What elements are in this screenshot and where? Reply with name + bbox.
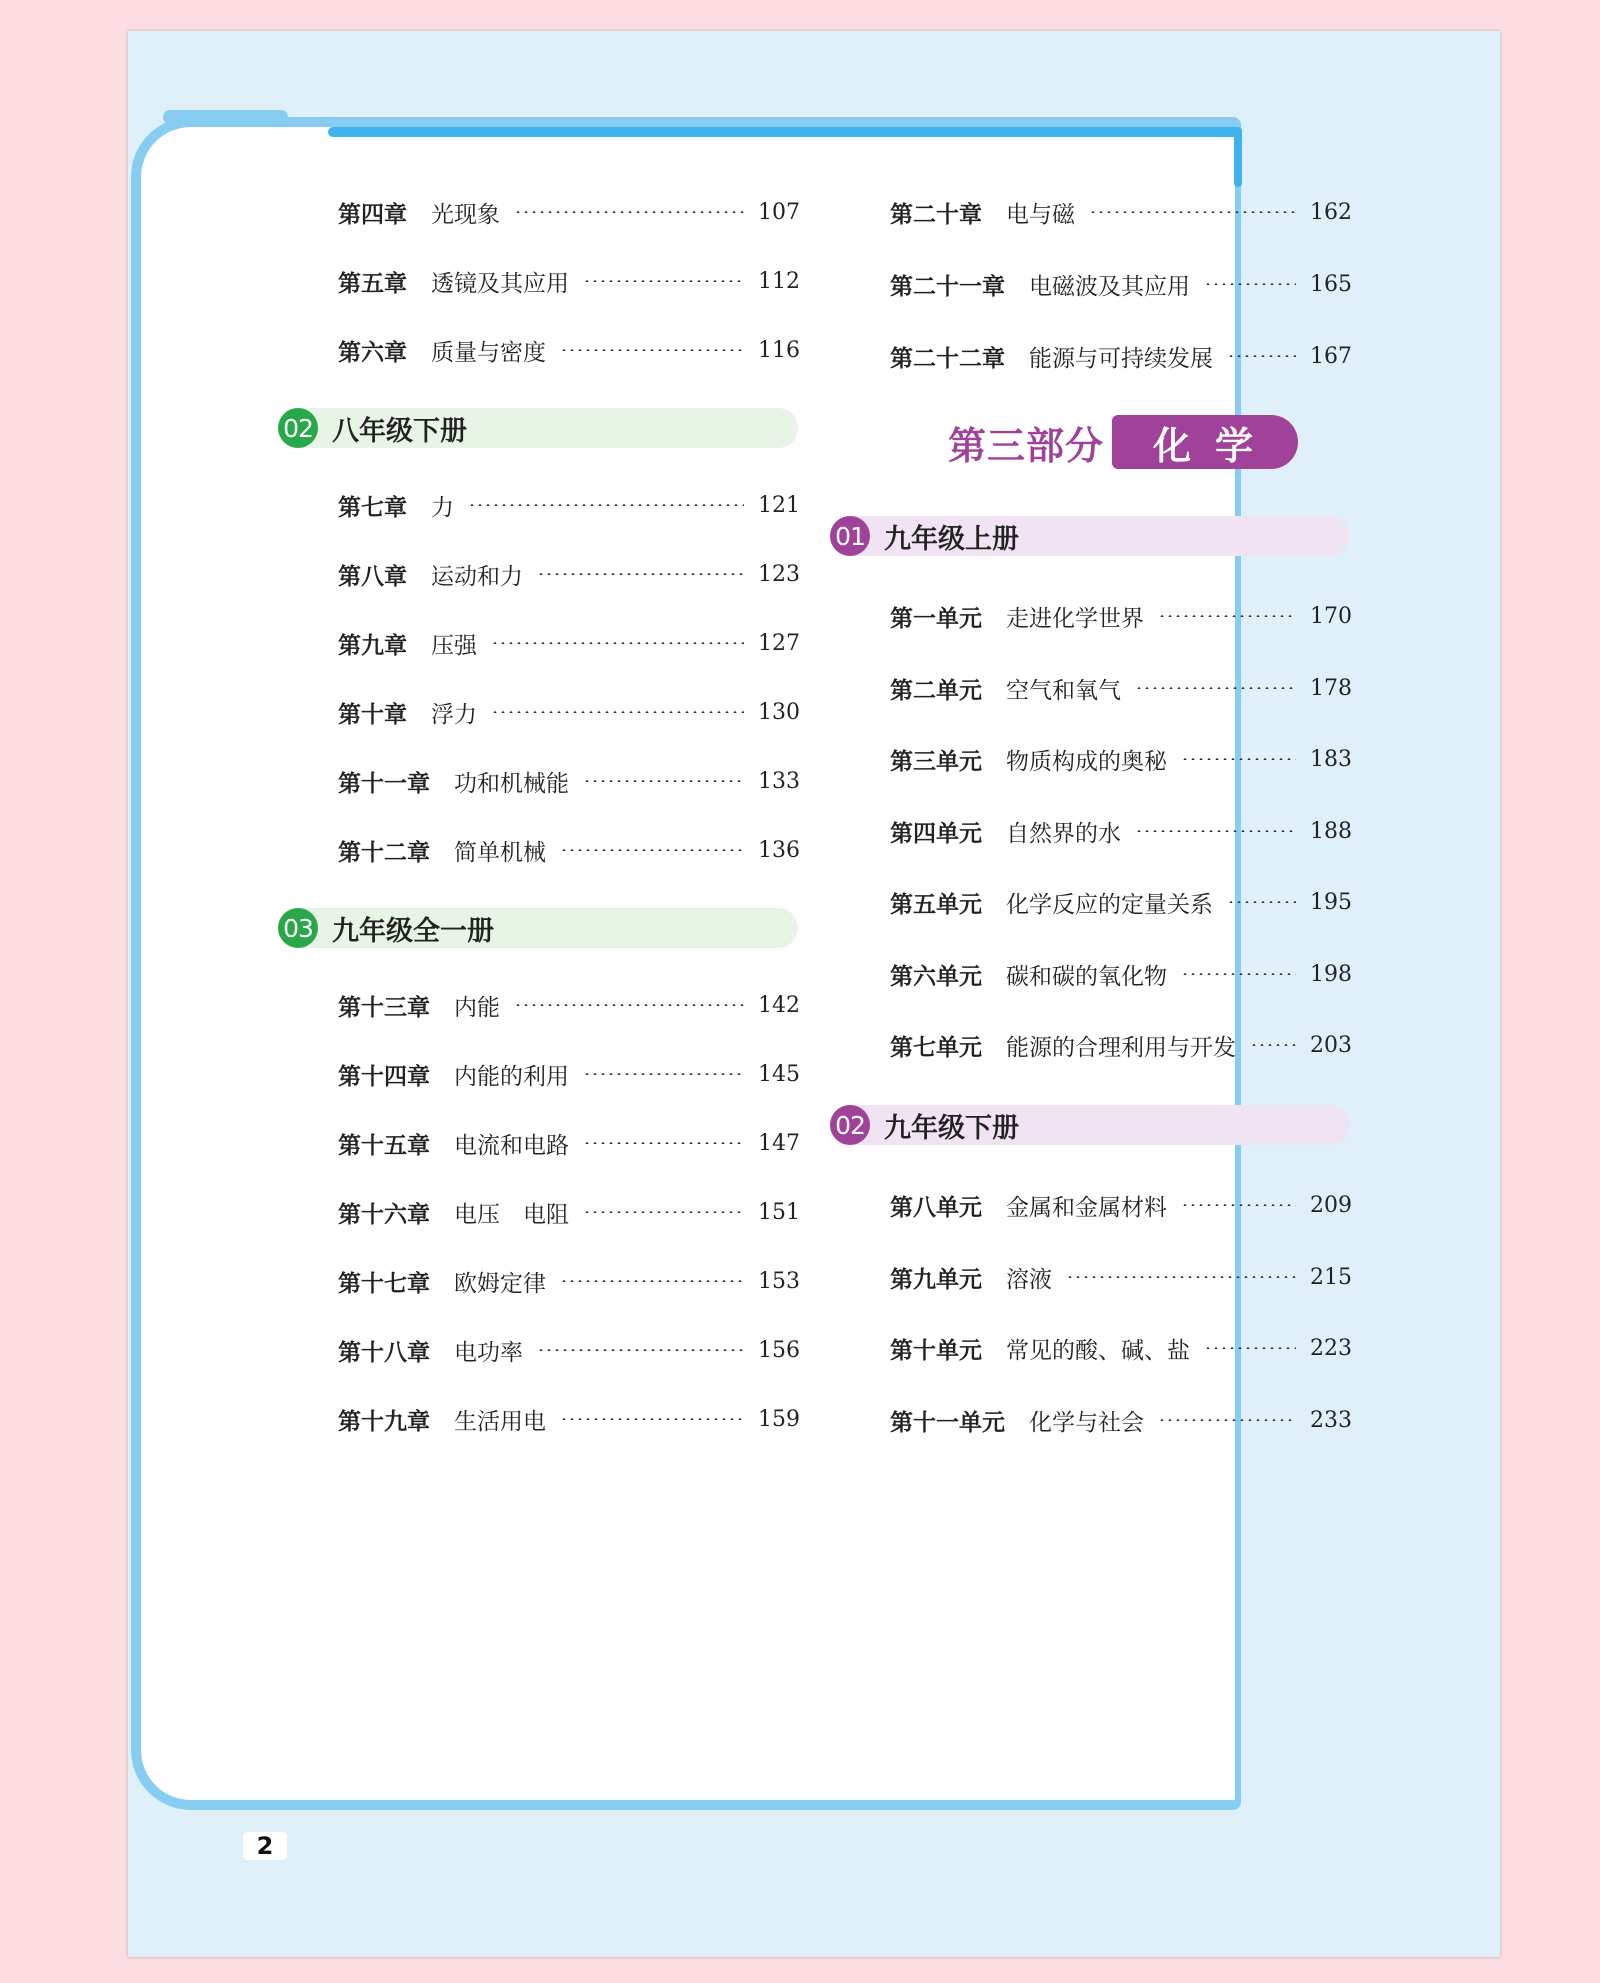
leader-dots	[1204, 283, 1296, 285]
toc-entry[interactable]	[890, 1187, 1352, 1223]
toc-entry[interactable]	[338, 1332, 800, 1368]
page-number: 215	[1310, 1264, 1352, 1290]
chapter-number: 第十六章	[338, 1201, 430, 1228]
frame-top-bar-decoration	[328, 127, 1240, 137]
leader-dots	[583, 280, 744, 282]
unit-number: 第二单元	[890, 677, 982, 704]
leader-dots	[1181, 1204, 1296, 1206]
unit-title: 碳和碳的氧化物	[1006, 963, 1167, 990]
toc-entry[interactable]	[338, 332, 800, 368]
toc-entry[interactable]	[338, 194, 800, 230]
page-number: 153	[758, 1268, 800, 1294]
leader-dots	[583, 1142, 744, 1144]
chapter-number: 第二十章	[890, 201, 982, 228]
unit-number: 第五单元	[890, 891, 982, 918]
page-number: 162	[1310, 199, 1352, 225]
page-number: 183	[1310, 746, 1352, 772]
leader-dots	[491, 711, 744, 713]
section-header-grade9-full[interactable]	[278, 908, 798, 948]
chapter-number: 第二十一章	[890, 273, 1005, 300]
toc-entry[interactable]	[890, 884, 1352, 920]
chapter-title: 质量与密度	[431, 339, 546, 366]
page-number: 167	[1310, 343, 1352, 369]
frame-corner-decoration	[1234, 127, 1242, 187]
page-number: 151	[758, 1199, 800, 1225]
chapter-title: 力	[431, 494, 454, 521]
chapter-number: 第五章	[338, 270, 407, 297]
section-title: 九年级全一册	[332, 915, 494, 947]
leader-dots	[1158, 615, 1296, 617]
unit-number: 第十一单元	[890, 1409, 1005, 1436]
leader-dots	[560, 849, 744, 851]
page-number: 188	[1310, 818, 1352, 844]
section-title: 九年级下册	[884, 1112, 1019, 1144]
toc-entry[interactable]	[890, 741, 1352, 777]
toc-entry[interactable]	[338, 832, 800, 868]
section-number-badge: 01	[830, 516, 870, 556]
leader-dots	[491, 642, 744, 644]
chapter-number: 第二十二章	[890, 345, 1005, 372]
toc-entry[interactable]	[338, 987, 800, 1023]
unit-number: 第六单元	[890, 963, 982, 990]
toc-entry[interactable]	[890, 1027, 1352, 1063]
chapter-title: 压强	[431, 632, 477, 659]
toc-entry[interactable]	[338, 1056, 800, 1092]
chapter-number: 第九章	[338, 632, 407, 659]
chapter-title: 电与磁	[1006, 201, 1075, 228]
toc-entry[interactable]	[338, 694, 800, 730]
page-number: 195	[1310, 889, 1352, 915]
toc-entry[interactable]	[338, 556, 800, 592]
unit-title: 化学反应的定量关系	[1006, 891, 1213, 918]
chapter-title: 能源与可持续发展	[1029, 345, 1213, 372]
leader-dots	[1181, 758, 1296, 760]
page-number: 116	[758, 337, 800, 363]
page-number: 130	[758, 699, 800, 725]
page-number: 198	[1310, 961, 1352, 987]
leader-dots	[1204, 1347, 1296, 1349]
chapter-number: 第十七章	[338, 1270, 430, 1297]
section-number-badge: 02	[278, 408, 318, 448]
toc-entry[interactable]	[890, 1259, 1352, 1295]
chapter-title: 电流和电路	[454, 1132, 569, 1159]
page-number: 133	[758, 768, 800, 794]
page-number: 178	[1310, 675, 1352, 701]
chapter-number: 第十一章	[338, 770, 430, 797]
page-number: 112	[758, 268, 800, 294]
unit-title: 物质构成的奥秘	[1006, 748, 1167, 775]
chapter-number: 第十八章	[338, 1339, 430, 1366]
leader-dots	[537, 1349, 744, 1351]
frame-tab-decoration	[163, 110, 288, 124]
page-number: 170	[1310, 603, 1352, 629]
leader-dots	[583, 780, 744, 782]
unit-number: 第七单元	[890, 1034, 982, 1061]
toc-entry[interactable]	[890, 956, 1352, 992]
page-number: 142	[758, 992, 800, 1018]
page-number: 156	[758, 1337, 800, 1363]
unit-title: 自然界的水	[1006, 820, 1121, 847]
leader-dots	[1135, 687, 1296, 689]
chapter-number: 第十二章	[338, 839, 430, 866]
leader-dots	[537, 573, 744, 575]
chapter-title: 电磁波及其应用	[1029, 273, 1190, 300]
toc-entry[interactable]	[338, 625, 800, 661]
toc-entry[interactable]	[338, 1401, 800, 1437]
page-number: 147	[758, 1130, 800, 1156]
leader-dots	[514, 211, 744, 213]
leader-dots	[468, 504, 744, 506]
leader-dots	[1158, 1419, 1296, 1421]
chapter-title: 光现象	[431, 201, 500, 228]
page-number: 203	[1310, 1032, 1352, 1058]
page-number: 136	[758, 837, 800, 863]
section-number-badge: 02	[830, 1105, 870, 1145]
chapter-title: 生活用电	[454, 1408, 546, 1435]
chapter-number: 第十三章	[338, 994, 430, 1021]
leader-dots	[560, 1280, 744, 1282]
chapter-number: 第八章	[338, 563, 407, 590]
section-title: 八年级下册	[332, 415, 467, 447]
toc-entry[interactable]	[338, 487, 800, 523]
section-header-grade8-vol2[interactable]	[278, 408, 798, 448]
part-heading-chemistry	[948, 414, 1298, 470]
toc-entry[interactable]	[890, 598, 1352, 634]
leader-dots	[560, 349, 744, 351]
toc-entry[interactable]	[338, 263, 800, 299]
unit-number: 第九单元	[890, 1266, 982, 1293]
toc-entry[interactable]	[890, 338, 1352, 374]
page-number: 121	[758, 492, 800, 518]
page-number: 123	[758, 561, 800, 587]
section-header-grade9-vol1[interactable]	[830, 516, 1350, 556]
page-number: 159	[758, 1406, 800, 1432]
leader-dots	[583, 1073, 744, 1075]
toc-entry[interactable]	[338, 1125, 800, 1161]
toc-entry[interactable]	[338, 1194, 800, 1230]
section-title: 九年级上册	[884, 523, 1019, 555]
unit-title: 走进化学世界	[1006, 605, 1144, 632]
unit-number: 第八单元	[890, 1194, 982, 1221]
part-subject-pill: 化学	[1112, 415, 1298, 469]
chapter-title: 透镜及其应用	[431, 270, 569, 297]
toc-entry[interactable]	[890, 194, 1352, 230]
unit-title: 金属和金属材料	[1006, 1194, 1167, 1221]
toc-entry[interactable]	[890, 1330, 1352, 1366]
chapter-number: 第七章	[338, 494, 407, 521]
leader-dots	[560, 1418, 744, 1420]
page-number: 145	[758, 1061, 800, 1087]
chapter-number: 第十章	[338, 701, 407, 728]
page-number: 165	[1310, 271, 1352, 297]
leader-dots	[1066, 1276, 1296, 1278]
leader-dots	[583, 1211, 744, 1213]
toc-entry[interactable]	[890, 670, 1352, 706]
leader-dots	[1089, 211, 1296, 213]
chapter-title: 电压 电阻	[454, 1201, 569, 1228]
unit-title: 空气和氧气	[1006, 677, 1121, 704]
chapter-number: 第十九章	[338, 1408, 430, 1435]
unit-number: 第十单元	[890, 1337, 982, 1364]
toc-entry[interactable]	[890, 266, 1352, 302]
chapter-title: 内能的利用	[454, 1063, 569, 1090]
unit-title: 溶液	[1006, 1266, 1052, 1293]
leader-dots	[1135, 830, 1296, 832]
chapter-title: 运动和力	[431, 563, 523, 590]
toc-entry[interactable]	[338, 763, 800, 799]
page-number: 233	[1310, 1407, 1352, 1433]
leader-dots	[1227, 355, 1296, 357]
chapter-title: 欧姆定律	[454, 1270, 546, 1297]
part-label: 第三部分	[948, 423, 1105, 468]
unit-title: 常见的酸、碱、盐	[1006, 1337, 1190, 1364]
chapter-number: 第十五章	[338, 1132, 430, 1159]
chapter-title: 电功率	[454, 1339, 523, 1366]
leader-dots	[1250, 1044, 1296, 1046]
chapter-title: 内能	[454, 994, 500, 1021]
unit-title: 能源的合理利用与开发	[1006, 1034, 1236, 1061]
section-header-grade9-vol2[interactable]	[830, 1105, 1350, 1145]
unit-number: 第四单元	[890, 820, 982, 847]
chapter-number: 第六章	[338, 339, 407, 366]
chapter-title: 浮力	[431, 701, 477, 728]
chapter-title: 简单机械	[454, 839, 546, 866]
leader-dots	[514, 1004, 744, 1006]
page-number: 223	[1310, 1335, 1352, 1361]
leader-dots	[1227, 901, 1296, 903]
chapter-number: 第四章	[338, 201, 407, 228]
unit-number: 第一单元	[890, 605, 982, 632]
page-number: 127	[758, 630, 800, 656]
toc-entry[interactable]	[338, 1263, 800, 1299]
leader-dots	[1181, 973, 1296, 975]
chapter-number: 第十四章	[338, 1063, 430, 1090]
unit-number: 第三单元	[890, 748, 982, 775]
chapter-title: 功和机械能	[454, 770, 569, 797]
unit-title: 化学与社会	[1029, 1409, 1144, 1436]
page-number: 107	[758, 199, 800, 225]
page-number: 209	[1310, 1192, 1352, 1218]
page-folio: 2	[243, 1832, 287, 1860]
toc-entry[interactable]	[890, 1402, 1352, 1438]
section-number-badge: 03	[278, 908, 318, 948]
toc-entry[interactable]	[890, 813, 1352, 849]
